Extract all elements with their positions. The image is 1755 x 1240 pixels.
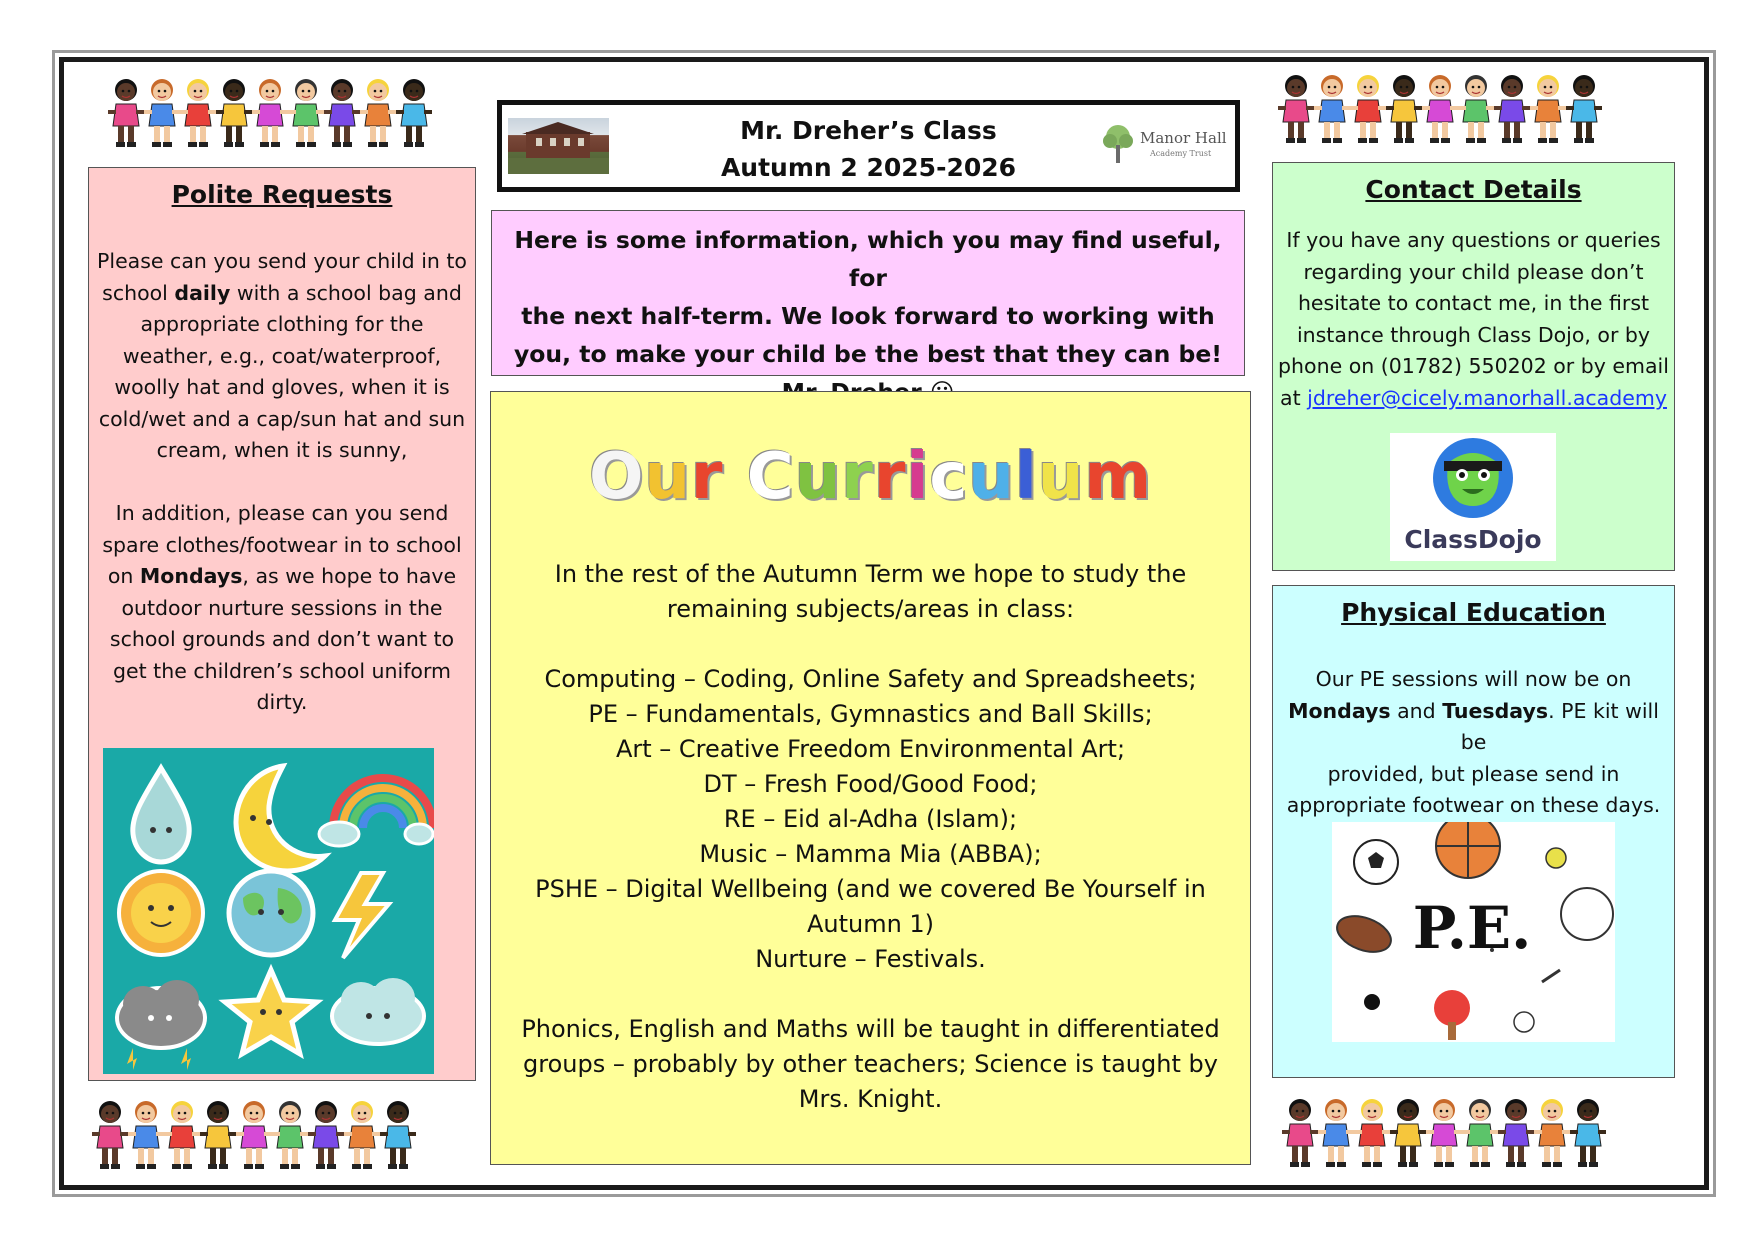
- pe-line: [1273, 790, 1674, 822]
- child-figure-icon: [324, 76, 360, 150]
- pe-sports-image: [1332, 822, 1615, 1042]
- text-segment: cream, when it is sunny,: [156, 438, 408, 462]
- child-figure-icon: [128, 1098, 164, 1172]
- child-figure-icon: [1282, 1096, 1318, 1170]
- text-segment: get the children’s school uniform: [112, 658, 452, 683]
- curriculum-line: PE – Fundamentals, Gymnastics and Ball Skills;: [588, 700, 1153, 728]
- polite-line: [89, 593, 475, 625]
- polite-line: [89, 372, 475, 404]
- text-segment: weather, e.g., coat/waterproof,: [122, 343, 442, 368]
- storm-cloud-icon: [117, 980, 205, 1070]
- child-figure-icon: [1498, 1096, 1534, 1170]
- polite-line: [89, 530, 475, 562]
- classdojo-monster-icon: [1390, 433, 1556, 523]
- kids-border-bottom-right: [1282, 1090, 1606, 1170]
- curriculum-title-letter: r: [841, 440, 874, 514]
- text-segment: with a school bag and: [230, 280, 462, 305]
- child-figure-icon: [200, 1098, 236, 1172]
- polite-line: [89, 656, 475, 688]
- header-box: [497, 100, 1240, 192]
- text-segment: In addition, please can you send: [115, 501, 449, 525]
- child-figure-icon: [92, 1098, 128, 1172]
- curriculum-title-letter: l: [1014, 440, 1038, 514]
- kids-border-bottom-left: [92, 1092, 416, 1172]
- classdojo-logo: [1390, 433, 1556, 561]
- child-figure-icon: [1422, 72, 1458, 146]
- child-figure-icon: [396, 76, 432, 150]
- pe-image-label: P.E.: [1412, 894, 1532, 962]
- child-figure-icon: [1354, 1096, 1390, 1170]
- polite-line: [89, 404, 475, 436]
- physical-education-text: [1273, 664, 1674, 822]
- emphasis-text: Mondays: [1288, 698, 1391, 723]
- contact-details-box: [1272, 162, 1675, 571]
- intro-line: the next half-term. We look forward to working with: [521, 302, 1215, 330]
- curriculum-line: Computing – Coding, Online Safety and Spreadsheets;: [544, 665, 1197, 693]
- curriculum-title-letter: u: [644, 440, 691, 514]
- text-segment: appropriate footwear on these days.: [1286, 793, 1661, 817]
- child-figure-icon: [272, 1098, 308, 1172]
- curriculum-line: Art – Creative Freedom Environmental Art;: [615, 735, 1126, 763]
- trust-logo: [1100, 123, 1230, 169]
- curriculum-line: Mrs. Knight.: [798, 1085, 943, 1113]
- curriculum-line: groups – probably by other teachers; Science is taught by: [523, 1050, 1218, 1078]
- child-figure-icon: [1314, 72, 1350, 146]
- curriculum-title-letter: r: [873, 440, 907, 514]
- contact-line: regarding your child please don’t: [1303, 259, 1644, 284]
- cloud-icon: [332, 978, 424, 1044]
- tennis-ball-icon: [1546, 848, 1566, 868]
- curriculum-title-letter: m: [1084, 440, 1153, 514]
- curriculum-line: In the rest of the Autumn Term we hope to study the: [554, 560, 1187, 588]
- sun-icon: [119, 871, 203, 955]
- curriculum-title-letter: c: [929, 440, 969, 514]
- moon-icon: [236, 766, 325, 871]
- text-segment: woolly hat and gloves, when it is: [114, 375, 450, 399]
- volleyball-icon: [1561, 888, 1613, 940]
- polite-line: [89, 561, 475, 593]
- text-segment: Please can you send your child in to: [97, 249, 467, 273]
- child-figure-icon: [308, 1098, 344, 1172]
- contact-line: If you have any questions or queries: [1286, 228, 1661, 252]
- text-segment: cold/wet and a cap/sun hat and sun: [98, 406, 466, 431]
- intro-box: [491, 210, 1245, 376]
- text-segment: . PE kit will be: [1460, 698, 1659, 754]
- polite-line: [89, 341, 475, 373]
- polite-line: [89, 467, 475, 499]
- child-figure-icon: [216, 76, 252, 150]
- curriculum-line: Nurture – Festivals.: [755, 945, 986, 973]
- pe-line: [1273, 664, 1674, 696]
- baseball-icon: [1514, 1012, 1534, 1032]
- class-title: Mr. Dreher’s Class: [740, 116, 997, 145]
- curriculum-title-letter: r: [690, 440, 724, 514]
- curriculum-line: Autumn 1): [806, 910, 935, 938]
- table-tennis-bat-icon: [1434, 990, 1470, 1026]
- curriculum-line: remaining subjects/areas in class:: [666, 595, 1075, 623]
- child-figure-icon: [1350, 72, 1386, 146]
- curriculum-line: [491, 977, 1250, 1012]
- classdojo-label: ClassDojo: [1404, 525, 1542, 554]
- raindrop-icon: [133, 768, 189, 862]
- intro-text: [492, 221, 1244, 411]
- intro-line: you, to make your child be the best that they can be!: [513, 340, 1223, 368]
- pe-line: [1273, 759, 1674, 791]
- email-prefix: at: [1280, 386, 1308, 410]
- contact-details-text: [1273, 225, 1674, 383]
- contact-line: phone on (01782) 550202 or by email: [1278, 354, 1669, 378]
- earth-icon: [229, 871, 313, 955]
- child-figure-icon: [236, 1098, 272, 1172]
- text-segment: school: [102, 280, 175, 305]
- child-figure-icon: [1278, 72, 1314, 146]
- child-figure-icon: [1426, 1096, 1462, 1170]
- text-segment: appropriate clothing for the: [140, 312, 424, 336]
- curriculum-line: DT – Fresh Food/Good Food;: [703, 770, 1038, 798]
- rugby-ball-icon: [1332, 909, 1396, 958]
- kids-border-top-left: [108, 70, 432, 150]
- physical-education-box: [1272, 585, 1675, 1078]
- curriculum-title: [491, 440, 1250, 514]
- child-figure-icon: [252, 76, 288, 150]
- curriculum-title-letter: [723, 440, 746, 514]
- curriculum-line: Phonics, English and Maths will be taught in differentiated: [521, 1015, 1220, 1043]
- child-figure-icon: [1534, 1096, 1570, 1170]
- email-line: [1273, 383, 1674, 415]
- polite-line: [89, 435, 475, 467]
- trust-name: Manor Hall: [1140, 129, 1227, 147]
- emphasis-text: Mondays: [139, 564, 243, 588]
- child-figure-icon: [1462, 1096, 1498, 1170]
- curriculum-line: Music – Mamma Mia (ABBA);: [699, 840, 1042, 868]
- curriculum-title-letter: O: [588, 440, 645, 514]
- text-segment: on: [107, 564, 140, 588]
- child-figure-icon: [380, 1098, 416, 1172]
- contact-line: hesitate to contact me, in the first: [1297, 291, 1650, 315]
- star-icon: [225, 970, 317, 1054]
- polite-requests-text: [89, 246, 475, 719]
- child-figure-icon: [1458, 72, 1494, 146]
- polite-line: [89, 278, 475, 310]
- emphasis-text: Tuesdays: [1442, 698, 1549, 723]
- child-figure-icon: [1390, 1096, 1426, 1170]
- contact-details-title: Contact Details: [1365, 175, 1582, 204]
- polite-line: [89, 687, 475, 719]
- curriculum-text: [491, 557, 1250, 1117]
- lightning-icon: [335, 873, 389, 958]
- polite-line: [89, 309, 475, 341]
- child-figure-icon: [288, 76, 324, 150]
- curriculum-title-letter: u: [1037, 440, 1085, 514]
- email-link[interactable]: jdreher@cicely.manorhall.academy: [1307, 386, 1667, 410]
- polite-line: [89, 498, 475, 530]
- curriculum-box: [490, 391, 1251, 1165]
- child-figure-icon: [144, 76, 180, 150]
- child-figure-icon: [164, 1098, 200, 1172]
- curriculum-line: RE – Eid al-Adha (Islam);: [723, 805, 1018, 833]
- text-segment: school grounds and don’t want to: [109, 627, 455, 651]
- curriculum-line: [491, 627, 1250, 662]
- physical-education-title: Physical Education: [1341, 598, 1606, 627]
- text-segment: Our PE sessions will now be on: [1315, 667, 1632, 691]
- polite-line: [89, 624, 475, 656]
- polite-line: [89, 246, 475, 278]
- child-figure-icon: [180, 76, 216, 150]
- emphasis-text: daily: [174, 280, 231, 305]
- text-segment: and: [1390, 698, 1443, 723]
- child-figure-icon: [344, 1098, 380, 1172]
- weather-stickers-image: [103, 748, 434, 1074]
- child-figure-icon: [360, 76, 396, 150]
- tree-icon: [1100, 123, 1136, 167]
- child-figure-icon: [1318, 1096, 1354, 1170]
- child-figure-icon: [1386, 72, 1422, 146]
- curriculum-title-letter: u: [794, 440, 842, 514]
- text-segment: provided, but please send in: [1327, 761, 1620, 786]
- curriculum-title-letter: C: [746, 440, 795, 514]
- child-figure-icon: [108, 76, 144, 150]
- term-title: Autumn 2 2025-2026: [720, 153, 1017, 182]
- child-figure-icon: [1530, 72, 1566, 146]
- text-segment: dirty.: [256, 690, 308, 714]
- child-figure-icon: [1494, 72, 1530, 146]
- rainbow-icon: [319, 778, 433, 846]
- hockey-puck-icon: [1364, 994, 1380, 1010]
- child-figure-icon: [1566, 72, 1602, 146]
- trust-sub: Academy Trust: [1150, 149, 1212, 158]
- curriculum-line: PSHE – Digital Wellbeing (and we covered Be Yourself in: [535, 875, 1206, 903]
- contact-line: instance through Class Dojo, or by: [1296, 322, 1651, 347]
- curriculum-title-letter: i: [906, 440, 930, 514]
- text-segment: outdoor nurture sessions in the: [121, 595, 443, 620]
- child-figure-icon: [1570, 1096, 1606, 1170]
- text-segment: spare clothes/footwear in to school: [102, 532, 462, 557]
- polite-requests-box: [88, 167, 476, 1081]
- kids-border-top-right: [1278, 66, 1602, 146]
- intro-line: Here is some information, which you may find useful, for: [514, 226, 1222, 292]
- text-segment: , as we hope to have: [242, 564, 457, 588]
- pe-line: [1273, 696, 1674, 759]
- polite-requests-title: Polite Requests: [171, 180, 393, 209]
- curriculum-title-letter: u: [968, 440, 1015, 514]
